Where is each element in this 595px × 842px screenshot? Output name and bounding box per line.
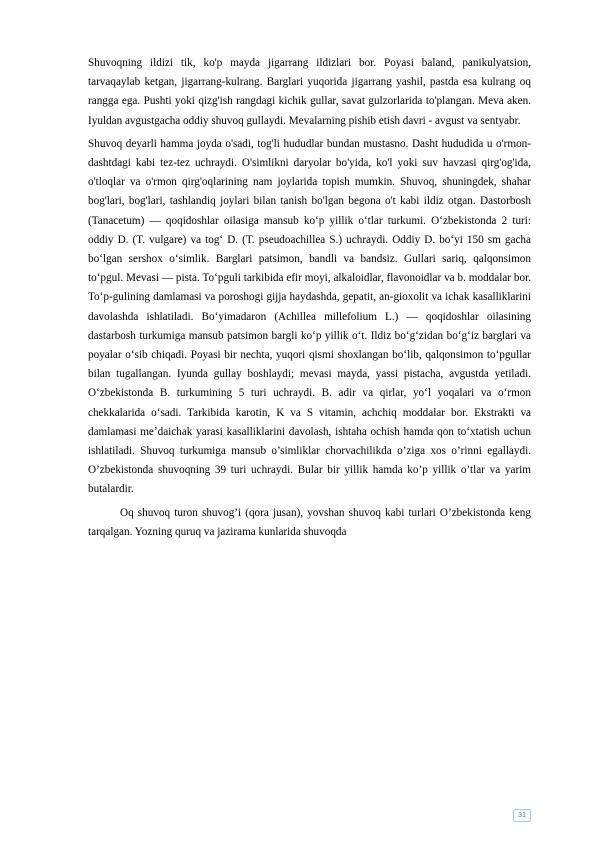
document-page [88, 54, 531, 542]
paragraph-habitat-and-related-species: Shuvoq deyarli hamma joyda o'sadi, tog'li hududlar bundan mustasno. Dasht hududida u o'rmon-dashtdagi kabi tez-tez uchraydi. O'simlikni daryolar bo'yida, ko'l yoki suv havzasi qirg'og'ida, o'tloqlar va o'rmon qirg'oqlarining nam joylarida topish mumkin. Shuvoq, shuningdek, shahar bog'lari, bog'lari, tashlandiq joylari bilan tanish bo'lgan begona o't kabi ildiz otgan. Dastorbosh (Tanacetum) — qoqidoshlar oilasiga mansub koʻp yillik oʻtlar turkumi. Oʻzbekistonda 2 turi: oddiy D. (T. vulgare) va togʻ D. (T. pseudoachillea S.) uchraydi. Oddiy D. boʻyi 150 sm gacha boʻlgan sershox oʻsimlik. Barglari patsimon, bandli va bandsiz. Gullari sariq, qalqonsimon toʻpgul. Mevasi — pista. Toʻpguli tarkibida efir moyi, alkaloidlar, flavonoidlar va b. moddalar bor. Toʻp-gulining damlamasi va poroshogi gijja haydashda, gepatit, an-gioxolit va ichak kasalliklarini davolashda ishlatiladi. Boʻyimadaron (Achillea millefolium L.) — qoqidoshlar oilasining dastarbosh turkumiga mansub patsimon bargli koʻp yillik oʻt. Ildiz boʻgʻzidan boʻgʻiz barglari va poyalar oʻsib chiqadi. Poyasi bir nechta, yuqori qismi shoxlangan boʻlib, qalqonsimon toʻpgullar bilan tugallangan. Iyunda gullay boshlaydi; mevasi mayda, yassi pistacha, avgustda yetiladi. Oʻzbekistonda B. turkumining 5 turi uchraydi. B. adir va qirlar, yoʻl yoqalari va oʻrmon chekkalarida oʻsadi. Tarkibida karotin, K va S vitamin, achchiq moddalar bor. Ekstrakti va damlamasi meʼdaichak yarasi kasalliklarini davolash, ishtaha ochish hamda qon toʻxtatish uchun ishlatiladi. Shuvoq turkumiga mansub o’simliklar chorvachilikda o’ziga xos o’rinni egallaydi. O’zbekistonda shuvoqning 39 turi uchraydi. Bular bir yillik hamda ko’p yillik o’tlar va yarim butalardir. [88, 137, 531, 496]
page-number: 31 [513, 809, 531, 822]
paragraph-white-wormwood: Oq shuvoq turon shuvog’i (qora jusan), yovshan shuvoq kabi turlari O’zbekistonda keng tarqalgan. Yozning quruq va jazirama kunlarida shuvoqda [88, 506, 531, 538]
paragraph-wormwood-description: Shuvoqning ildizi tik, ko'p mayda jigarrang ildizlari bor. Poyasi baland, panikulyatsion, tarvaqaylab ketgan, jigarrang-kulrang. Barglari yuqorida jigarrang yashil, pastda esa kulrang oq rangga ega. Pushti yoki qizg'ish rangdagi kichik gullar, savat gulzorlarida to'plangan. Meva aken. Iyuldan avgustgacha oddiy shuvoq gullaydi. Mevalarning pishib etish davri - avgust va sentyabr. [88, 57, 531, 127]
